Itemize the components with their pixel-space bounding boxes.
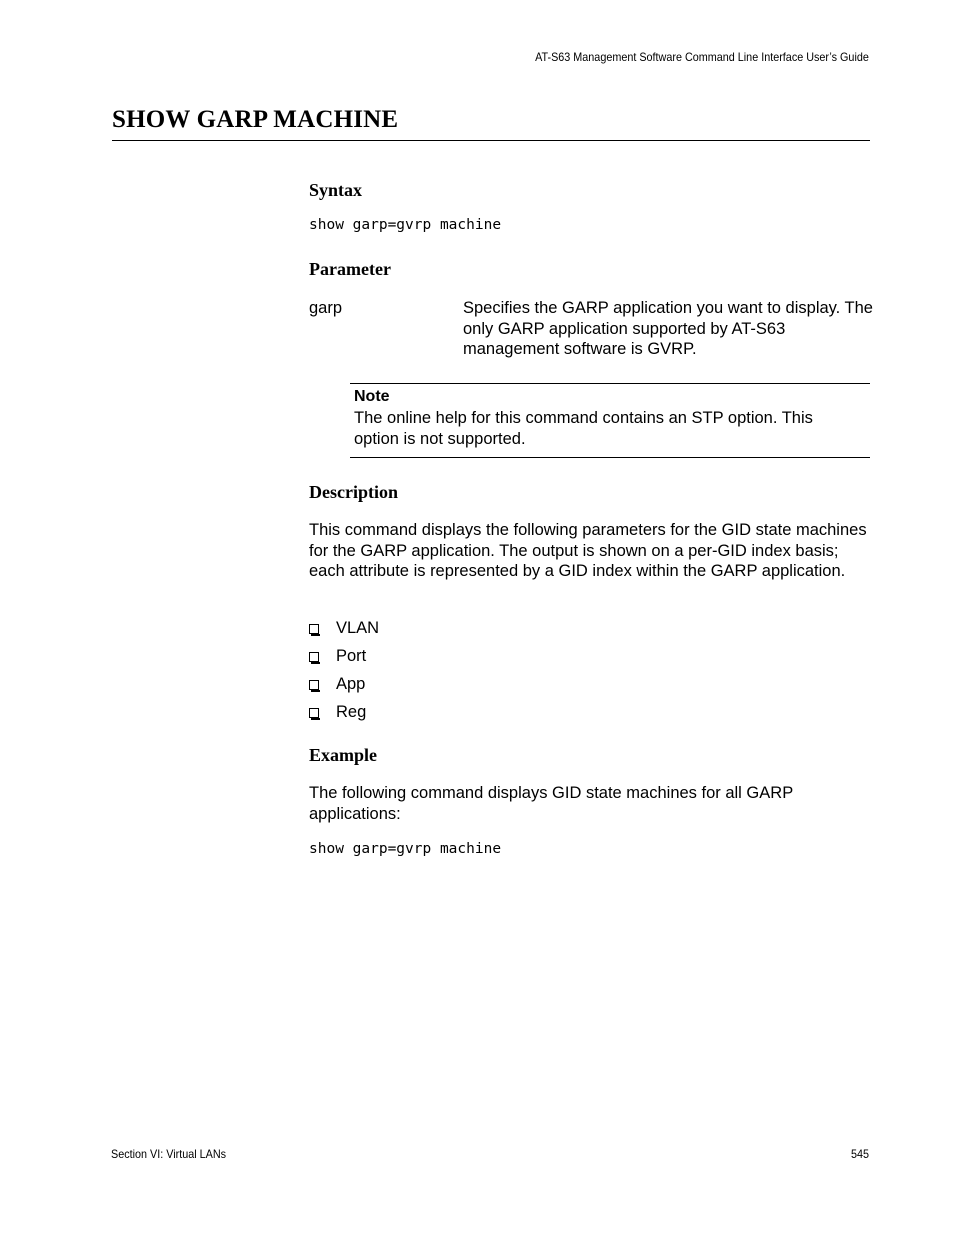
checkbox-bullet-icon [309, 624, 319, 634]
checkbox-bullet-icon [309, 652, 319, 662]
list-item [309, 674, 379, 702]
page-number: 545 [850, 1147, 869, 1161]
list-item-label: Port [336, 647, 367, 665]
footer-section: Section VI: Virtual LANs [111, 1147, 227, 1161]
note-label: Note [354, 388, 390, 405]
note-text: The online help for this command contains an STP option. This option is not supported. [354, 409, 813, 448]
list-item [309, 646, 379, 674]
description-heading: Description [309, 482, 398, 502]
description-paragraph: This command displays the following parameters for the GID state machines for the GARP application. The output is shown on a per-GID index basis; each attribute is represented by a GID index within the GARP application. [309, 521, 867, 580]
parameter-description: Specifies the GARP application you want to display. The only GARP application supported by AT-S63 management software is GVRP. [463, 299, 873, 358]
parameter-heading: Parameter [309, 259, 391, 279]
list-item [309, 618, 379, 646]
running-header: AT-S63 Management Software Command Line Interface User’s Guide [535, 50, 869, 64]
list-item-label: Reg [336, 703, 367, 721]
example-heading: Example [309, 745, 378, 765]
checkbox-bullet-icon [309, 680, 319, 690]
example-paragraph: The following command displays GID state machines for all GARP applications: [309, 784, 793, 823]
page-title: SHOW GARP MACHINE [112, 106, 399, 133]
note-box [350, 383, 870, 458]
list-item [309, 702, 379, 730]
list-item-label: VLAN [336, 619, 380, 637]
syntax-command: show garp=gvrp machine [309, 217, 502, 233]
checkbox-bullet-icon [309, 708, 319, 718]
parameter-list [309, 618, 379, 730]
list-item-label: App [336, 675, 366, 693]
example-command: show garp=gvrp machine [309, 841, 502, 857]
title-rule [112, 140, 870, 141]
syntax-heading: Syntax [309, 180, 363, 200]
parameter-name: garp [309, 299, 343, 317]
